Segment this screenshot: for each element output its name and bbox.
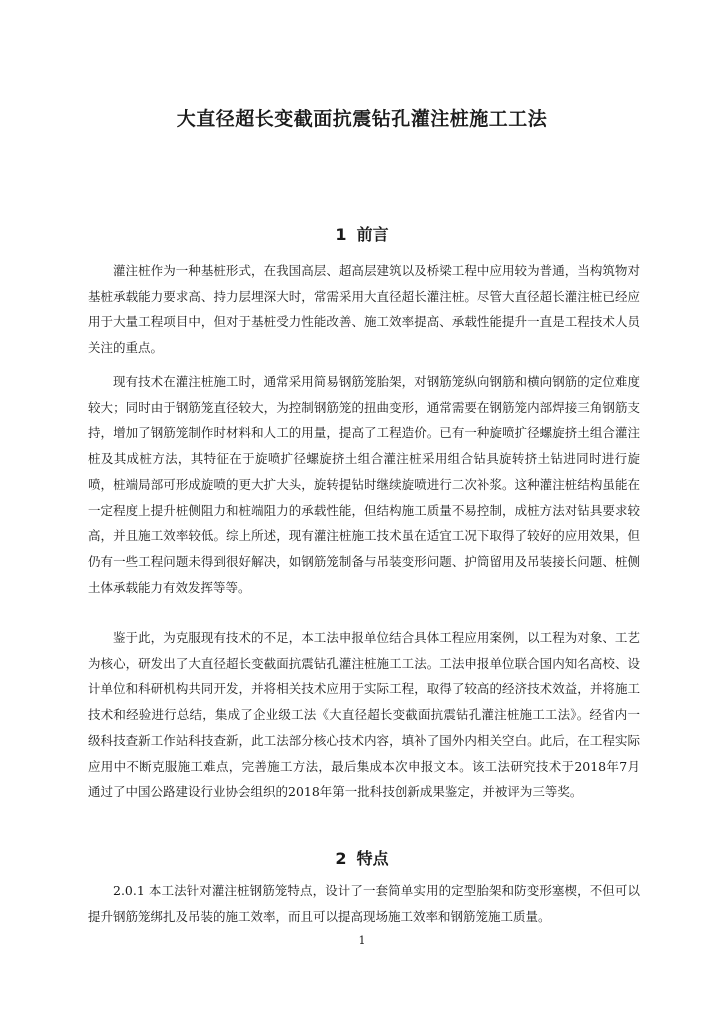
section-title: 前言 [356,225,389,244]
section-number: 2 [335,849,347,868]
preface-paragraph-3: 鉴于此，为克服现有技术的不足，本工法申报单位结合具体工程应用案例，以工程为对象、工艺为核心，研发出了大直径超长变截面抗震钻孔灌注桩施工工法。工法申报单位联合国内知名高校、设计单位和科研机构共同开发，并将相关技术应用于实际工程，取得了较高的经济技术效益，并将施工技术和经验进行总结，集成了企业级工法《大直径超长变截面抗震钻孔灌注桩施工工法》。经省内一级科技查新工作站科技查新，此工法部分核心技术内容，填补了国外内相关空白。此后，在工程实际应用中不断克服施工难点，完善施工方法，最后集成本次申报文本。该工法研究技术于2018年7月通过了中国公路建设行业协会组织的2018年第一批科技创新成果鉴定，并被评为三等奖。 [88,630,640,800]
features-paragraph-1: 2.0.1 本工法针对灌注桩钢筋笼特点，设计了一套简单实用的定型胎架和防变形塞楔，不但可以提升钢筋笼绑扎及吊装的施工效率，而且可以提高现场施工效率和钢筋笼施工质量。 [88,883,640,924]
section-title: 特点 [356,849,389,868]
page-number: 1 [358,934,366,947]
section-heading-preface [0,222,724,245]
section-number: 1 [335,225,347,244]
preface-paragraph-2: 现有技术在灌注桩施工时，通常采用简易钢筋笼胎架，对钢筋笼纵向钢筋和横向钢筋的定位难度较大；同时由于钢筋笼直径较大，为控制钢筋笼的扭曲变形，通常需要在钢筋笼内部焊接三角钢筋支持，增加了钢筋笼制作时材料和人工的用量，提高了工程造价。已有一种旋喷扩径螺旋挤土组合灌注桩及其成桩方法，其特征在于旋喷扩径螺旋挤土组合灌注桩采用组合钻具旋转挤土钻进同时进行旋喷，桩端局部可形成旋喷的更大扩大头，旋转提钻时继续旋喷进行二次补浆。这种灌注桩结构虽能在一定程度上提升桩侧阻力和桩端阻力的承载性能，但结构施工质量不易控制，成桩方法对钻具要求较高，并且施工效率较低。综上所述，现有灌注桩施工技术虽在适宜工况下取得了较好的应用效果，但仍有一些工程问题未得到很好解决，如钢筋笼制备与吊装变形问题、护筒留用及吊装接长问题、桩侧土体承载能力有效发挥等等。 [88,374,640,595]
document-title: 大直径超长变截面抗震钻孔灌注桩施工工法 [176,108,548,130]
preface-paragraph-1: 灌注桩作为一种基桩形式，在我国高层、超高层建筑以及桥梁工程中应用较为普通，当构筑物对基桩承载能力要求高、持力层埋深大时，常需采用大直径超长灌注桩。尽管大直径超长灌注桩已经应用于大量工程项目中，但对于基桩受力性能改善、施工效率提高、承载性能提升一直是工程技术人员关注的重点。 [88,263,640,356]
section-heading-features [0,846,724,869]
